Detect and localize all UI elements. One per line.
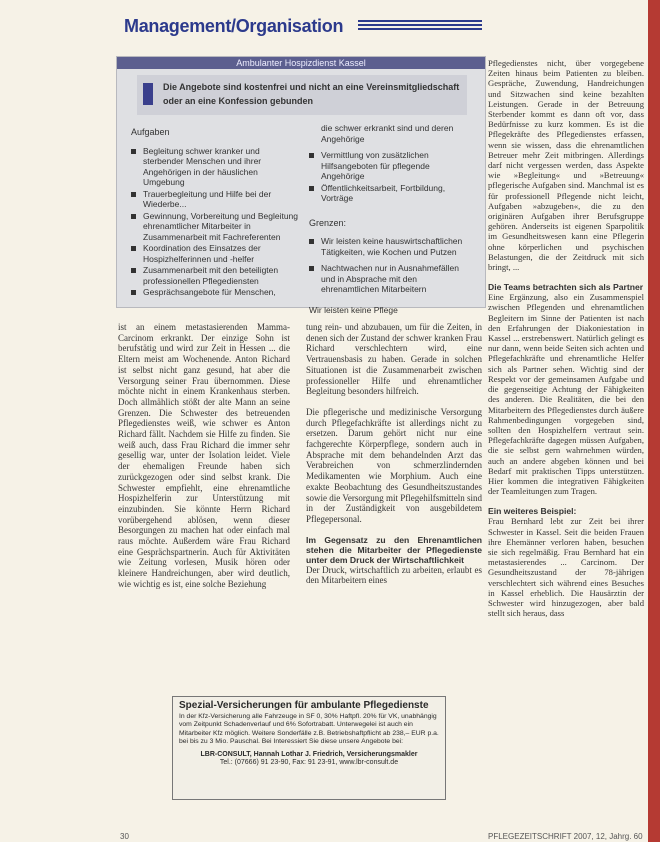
tasks-column (131, 127, 301, 299)
limit-item: Nachtwachen nur in Ausnahmefällen und in Absprache mit den ehrenamtlichen Mitarbeitern (309, 263, 469, 295)
journal-footer: PFLEGEZEITSCHRIFT 2007, 12, Jahrg. 60 (488, 832, 643, 841)
limit-item: Wir leisten keine hauswirtschaftlichen Tätigkeiten, wie Kochen und Putzen (309, 236, 469, 257)
paragraph: Der Druck, wirtschaftlich zu arbeiten, erlaubt es den Mitarbeitern eines (306, 564, 482, 586)
tasks-continued-column (309, 123, 469, 315)
body-column-2 (306, 322, 482, 586)
task-item: Zusammenarbeit mit den beteiligten professionellen Pflegediensten (131, 265, 301, 286)
page-number: 30 (120, 832, 129, 841)
paragraph: Eine Ergänzung, also ein Zusammenspiel zwischen Pflegenden und ehrenamtlichen Begleitern im Sinne der Patienten ist nach den Erfahrungen der Diakoniestation in Kassel ... erstrebenswert. Natürlich gelingt es nur dann, wenn beide Seiten sich achten und Pflegefachkräfte und ehrenamtliche Helfer sich als Partner sehen. Wichtig sind der Respekt vor der gemeinsamen Aufgabe und die gegenseitige Achtung der Fähigkeiten des anderen. Die Realitäten, die bei den Mitarbeitern des Pflegedienstes durch äußere Rahmenbedingungen vorgegeben sind, sollten den Hospizhelfern vertraut sein. Pflegefachkräfte dagegen müssen Aufgaben, die sie selbst gern wahrnehmen würden, auch an andere abgeben können und bei Bedarf mit praktischen Tipps unterstützen. Hier kommen die integrativen Fähigkeiten der Teamleitungen zum Tragen. (488, 292, 644, 497)
task-item: Koordination des Einsatzes der Hospizhelferinnen und -helfer (131, 243, 301, 264)
task-item: Öffentlichkeitsarbeit, Fortbildung, Vorträge (309, 183, 469, 204)
task-item: Gesprächsangebote für Menschen, (131, 287, 301, 298)
paragraph: Frau Bernhard lebt zur Zeit bei ihrer Schwester in Kassel. Seit die beiden Frauen ihre Ehemänner verloren haben, besuchen sie sich regelmäßig. Frau Bernhard hat ein metastasierendes ... Carcinom. Der Gesundheitszustand der 78-jährigen verschlechtert sich während eines Besuches in Kassel erheblich. Die Hausärztin der Schwester wird hinzugezogen, aber bald stellt sich heraus, dass (488, 516, 644, 619)
limits-heading: Grenzen: (309, 217, 347, 228)
page-edge (648, 0, 660, 842)
section-header (118, 14, 483, 40)
task-item: Trauerbegleitung und Hilfe bei der Wiederbe... (131, 189, 301, 210)
task-item: Vermittlung von zusätzlichen Hilfsangeboten für pflegende Angehörige (309, 150, 469, 182)
insurance-ad (172, 696, 446, 800)
paragraph: Die pflegerische und medizinische Versorgung durch Pflegefachkräfte ist allerdings nicht zu ersetzen. Darum gehört nicht nur eine fachgerechte Körperpflege, sondern auch in Absprache mit dem behandelnden Arzt das Verabreichen von schmerzlindernden Medikamenten wie Morphium. Auch eine exakte Beobachtung des Gesundheitszustandes sowie die Versorgung mit Pflegehilfsmitteln sind in der Zuständigkeit von ausgebildetem Pflegepersonal. (306, 406, 482, 524)
limits-end: Wir leisten keine Pflege (309, 304, 398, 315)
intro-text: Die Angebote sind kostenfrei und nicht an eine Vereinsmitgliedschaft oder an eine Konfession gebunden (163, 82, 460, 106)
subheading: Die Teams betrachten sich als Partner (488, 282, 644, 293)
ad-company: LBR-CONSULT, Hannah Lothar J. Friedrich, Versicherungsmakler (200, 750, 418, 758)
ad-text: In der Kfz-Versicherung alle Fahrzeuge in SF 0, 30% Haftpfl. 20% für VK, unabhängig vom Zeitpunkt Schadenverlauf und 6% Sofortrabatt. Unterwegelei ist auch ein Mitarbeiter Kfz möglich. Weitere Sonderfälle z.B. Betriebshaftpflicht ab 238,– EUR p.a. bei bis zu 3 Mio. Pauschal. Bei Interessiert Sie diese unsere Angebote bei: (179, 713, 439, 746)
info-box-title: Ambulanter Hospizdienst Kassel (117, 57, 485, 69)
header-rule (358, 20, 482, 32)
info-box-intro (137, 75, 467, 115)
info-box (116, 56, 486, 315)
subheading: Im Gegensatz zu den Ehrenamtlichen stehen die Mitarbeiter der Pflegedienste unter dem Druck der Wirtschaftlichkeit (306, 534, 482, 565)
ad-phone: Tel.: (07666) 91 23-90, Fax: 91 23-91, www.lbr-consult.de (219, 759, 399, 767)
section-title: Management/Organisation (124, 16, 344, 36)
task-item: Begleitung schwer kranker und sterbender Menschen und ihrer Angehörigen in der häuslichen Umgebung (131, 146, 301, 188)
paragraph: tung rein- und abzubauen, um für die Zeiten, in denen sich der Zustand der schwer kranken Frau Richard verschlechtern wird, eine Vertrauensbasis zu haben. Gerade in solchen Situationen ist die Zusammenarbeit zwischen professioneller Hilfe und ehrenamtlicher Begleitung besonders hilfreich. (306, 322, 482, 397)
paragraph: ist an einem metastasierenden Mamma-Carcinom erkrankt. Der einzige Sohn ist berufstätig und wird zur Zeit in Hessen ... die Eltern meist am Wochenende. Anton Richard ist selbst nicht ganz gesund, hat aber die Versorgung seiner Frau übernommen. Diese möchte nicht in einem Krankenhaus sterben. Doch allmählich stößt der alte Mann an seine Grenzen. Die Schwester des betreuenden Pflegedienstes weiß, wie schwer es Anton Richard fällt. Nachdem sie Hilfe zu finden. Sie weiß auch, dass Frau Richard die immer sehr gesellig war, unter der Isolation leidet. Viele der ehemaligen Freunde haben sich zurückgezogen oder sind selbst krank. Die Schwester empfiehlt, eine ehrenamtliche Hospizhelferin zur Unterstützung mit einzubinden. Sie könnte Herrn Richard vorübergehend ablösen, wenn dieser Besorgungen zu machen hat oder einfach mal raus möchte. Außerdem wäre Frau Richard eine Gesprächspartnerin. Auch für Aktivitäten wie Zeitung vorlesen, Musik hören oder kleinere Handreichungen, aber wird deutlich, wie wichtig es ist, eine solche Beziehung (118, 322, 290, 589)
body-column-3 (488, 58, 644, 828)
subheading: Ein weiteres Beispiel: (488, 506, 577, 517)
task-item: Gewinnung, Vorbereitung und Begleitung ehrenamtlicher Mitarbeiter in Zusammenarbeit mit Fachreferenten (131, 211, 301, 243)
ad-title: Spezial-Versicherungen für ambulante Pflegedienste (179, 700, 429, 711)
intro-marker-icon (143, 83, 153, 105)
task-continuation: die schwer erkrankt sind und deren Angehörige (321, 123, 454, 144)
paragraph: Pflegedienstes nicht, über vorgegebene Zeiten hinaus beim Patienten zu bleiben. Gespräche, Zuwendung, Handreichungen und Sitzwachen sind keine bezahlten Leistungen. Gerade in der Betreuung Sterbender kommt es dann oft vor, dass Bedürfnisse zu kurz kommen. Es ist die Pflegekräfte des Pflegedienstes erfassen, wenn sie wissen, dass die ehrenamtlichen Betreuer mehr Zeit mitbringen. Allerdings darf nicht vergessen werden, dass Aspekte wie »Begleitung« und »Betreuung« pflegerische Aufgaben sind. Manchmal ist es für professionell Pflegende nicht leicht, Aufgaben »abzugeben«, die zu den originären Aufgaben ihrer Berufsgruppe gehören. Anderseits ist eigenen Sparpolitik im Gesundheitswesen kann eine Pflegerin ohne körperlichen und psychischen Belastungen, die der Zeitdruck mit sich bringt, ... (488, 58, 644, 273)
ad-contact (179, 751, 439, 768)
body-column-1 (118, 322, 290, 590)
tasks-heading: Aufgaben (131, 127, 170, 137)
